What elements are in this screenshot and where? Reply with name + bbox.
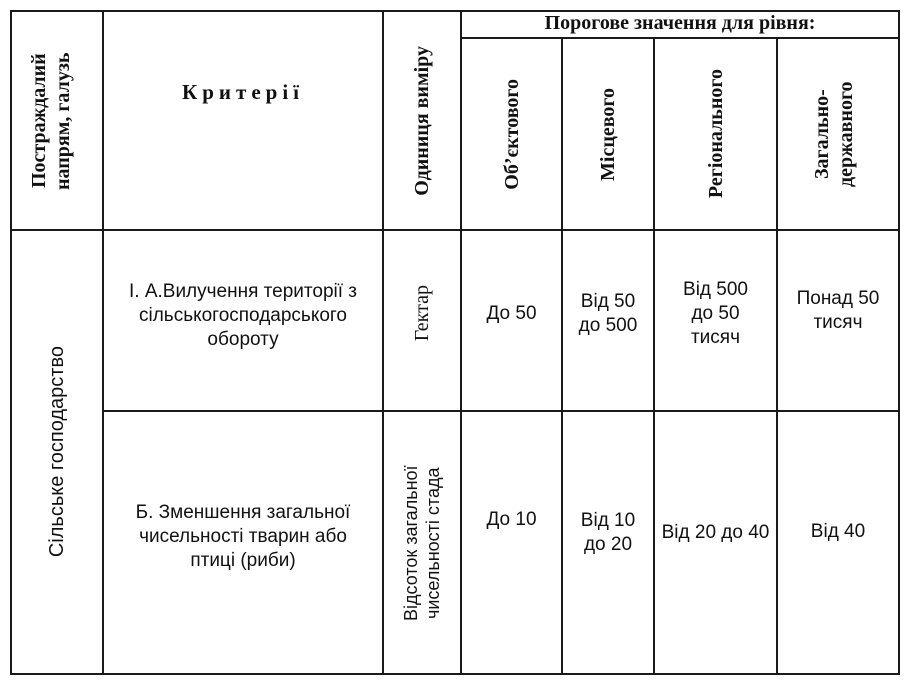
- row-2-unit: Відсоток загальної чисельності стада: [401, 464, 443, 621]
- threshold-table: [10, 10, 900, 675]
- row-1-value-object: До 50: [486, 302, 537, 324]
- row-1-value-regional: Від 500 до 50 тисяч: [683, 278, 748, 348]
- table-border-right: [898, 10, 900, 675]
- row-2-value-object: До 10: [486, 508, 537, 530]
- row-2-value-regional: Від 20 до 40: [661, 521, 770, 543]
- header-affected-sector: Постраждалий напрям, галузь: [28, 51, 74, 190]
- row-2-value-national: Від 40: [810, 520, 866, 542]
- row-1-value-local: Від 50 до 500: [578, 290, 638, 336]
- row-1-unit: Гектар: [411, 285, 433, 342]
- header-unit: Одиниця виміру: [411, 45, 433, 196]
- row-1-criterion: І. А.Вилучення території з сільськогосподарського обороту: [128, 280, 358, 350]
- header-level-object: Об’єктового: [500, 78, 523, 190]
- row-2-criterion: Б. Зменшення загальної чисельності тварин або птиці (риби): [135, 501, 351, 571]
- header-level-national: Загально-державного: [811, 81, 857, 187]
- sector-cell: Сільське господарство: [46, 346, 68, 558]
- header-threshold-title: Порогове значення для рівня:: [544, 12, 816, 34]
- row-1-value-national: Понад 50 тисяч: [796, 287, 880, 333]
- row-2-value-local: Від 10 до 20: [580, 509, 636, 555]
- header-level-local: Місцевого: [597, 87, 619, 181]
- table-border-bottom: [10, 673, 900, 675]
- header-level-regional: Регіонального: [704, 69, 727, 199]
- header-criteria: Критерії: [182, 79, 304, 104]
